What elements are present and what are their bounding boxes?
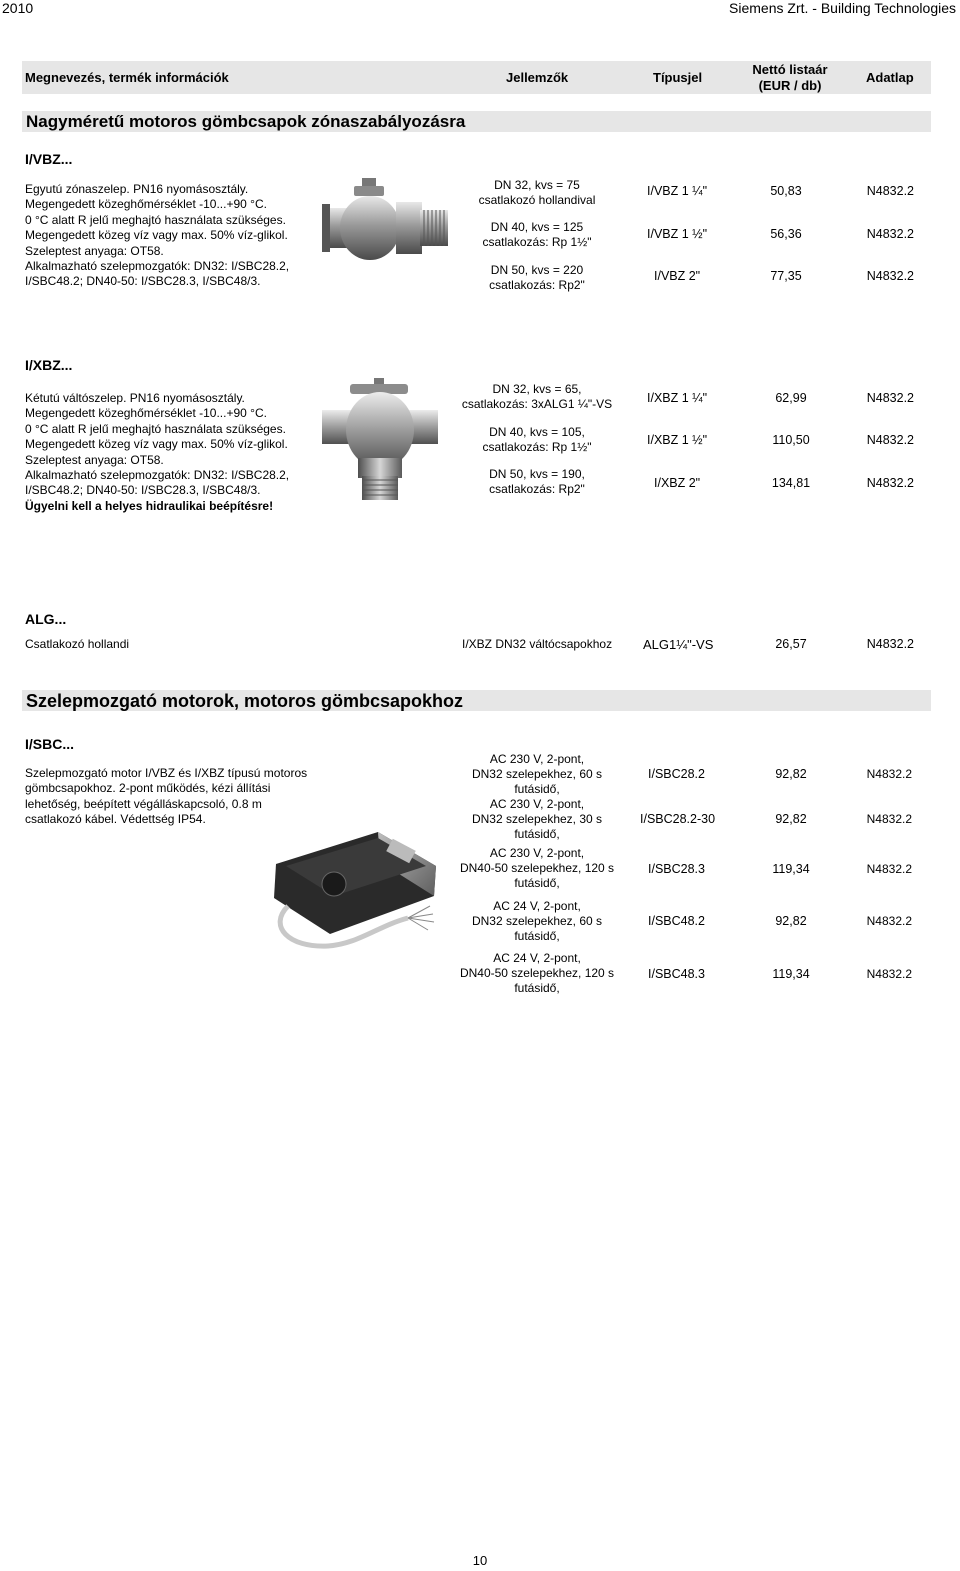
col-price-header-1: Nettó listaár: [752, 62, 828, 77]
product-description: [25, 391, 289, 514]
datasheet-link[interactable]: N4832.2: [866, 476, 914, 490]
desc-line: Egyutú zónaszelep. PN16 nyomásosztály.: [25, 182, 249, 196]
page-number: 10: [472, 1553, 488, 1568]
type-cell: I/XBZ 1 ¼": [647, 391, 708, 405]
datasheet-link[interactable]: N4832.2: [866, 812, 912, 826]
header-year: 2010: [2, 0, 34, 16]
column-header-bar: [22, 61, 931, 94]
datasheet-link[interactable]: N4832.2: [866, 227, 914, 241]
col-features-header: Jellemzők: [506, 70, 569, 85]
datasheet-link[interactable]: N4832.2: [866, 767, 912, 781]
col-name-header: Megnevezés, termék információk: [25, 70, 229, 85]
type-cell: I/SBC48.2: [648, 914, 705, 928]
type-cell: I/VBZ 1 ¼": [647, 184, 708, 198]
col-datasheet-header: Adatlap: [866, 70, 914, 85]
section-title: Nagyméretű motoros gömbcsapok zónaszabályozásra: [26, 112, 466, 131]
desc-line: I/SBC48.2; DN40-50: I/SBC28.3, I/SBC48/3.: [25, 274, 261, 289]
product-group-title: I/XBZ...: [25, 357, 73, 373]
datasheet-link[interactable]: N4832.2: [866, 391, 914, 405]
price-cell: 110,50: [772, 433, 810, 447]
section-title-bar: [22, 690, 931, 711]
desc-line: Alkalmazható szelepmozgatók: DN32: I/SBC28.2,: [25, 468, 290, 483]
alg-spec: I/XBZ DN32 váltócsapokhoz: [462, 637, 613, 651]
type-cell: I/SBC28.3: [648, 862, 705, 876]
spec-cell: AC 230 V, 2-pont, DN32 szelepekhez, 30 s futásidő,: [471, 797, 603, 841]
section-title: Szelepmozgató motorok, motoros gömbcsapokhoz: [26, 691, 464, 711]
col-type-header: Típusjel: [653, 70, 703, 85]
desc-line: Kétutú váltószelep. PN16 nyomásosztály.: [25, 391, 245, 405]
spec-cell: DN 40, kvs = 125 csatlakozás: Rp 1½": [482, 220, 592, 249]
datasheet-link[interactable]: N4832.2: [866, 914, 912, 928]
spec-cell: DN 50, kvs = 190, csatlakozás: Rp2": [489, 467, 585, 496]
price-cell: 119,34: [772, 967, 810, 981]
desc-line: 0 °C alatt R jelű meghajtó használata szükséges.: [25, 212, 286, 227]
product-description: [25, 182, 289, 290]
desc-line: I/SBC48.2; DN40-50: I/SBC28.3, I/SBC48/3.: [25, 483, 261, 498]
spec-cell: AC 230 V, 2-pont, DN32 szelepekhez, 60 s futásidő,: [471, 752, 603, 796]
spec-cell: DN 40, kvs = 105, csatlakozás: Rp 1½": [482, 425, 592, 454]
price-cell: 26,57: [775, 637, 807, 651]
desc-line: Szelepmozgató motor I/VBZ és I/XBZ típusú motoros: [25, 766, 308, 780]
product-description: [25, 766, 307, 828]
product-group-title: I/SBC...: [25, 736, 75, 752]
price-cell: 119,34: [772, 862, 810, 876]
price-cell: 92,82: [775, 812, 807, 826]
desc-line: Megengedett közeg víz vagy max. 50% víz-glikol.: [25, 437, 288, 452]
spec-cell: AC 24 V, 2-pont, DN40-50 szelepekhez, 120 s futásidő,: [459, 951, 615, 995]
type-cell: ALG1¼"-VS: [643, 637, 714, 652]
type-cell: I/SBC48.3: [648, 967, 705, 981]
price-cell: 77,35: [770, 269, 802, 283]
product-group-title: ALG...: [25, 611, 67, 627]
type-cell: I/XBZ 1 ½": [647, 433, 708, 447]
price-cell: 134,81: [771, 476, 811, 490]
desc-line: csatlakozó kábel. Védettség IP54.: [25, 812, 206, 827]
spec-cell: DN 50, kvs = 220 csatlakozás: Rp2": [489, 263, 585, 292]
price-cell: 56,36: [770, 227, 802, 241]
spec-cell: DN 32, kvs = 75 csatlakozó hollandival: [478, 178, 596, 207]
product-group-title: I/VBZ...: [25, 151, 73, 167]
section-title-bar: [22, 111, 931, 132]
type-cell: I/SBC28.2: [648, 767, 705, 781]
datasheet-link[interactable]: N4832.2: [866, 433, 914, 447]
desc-line: gömbcsapokhoz. 2-pont működés, kézi állítási: [25, 781, 271, 796]
alg-name: Csatlakozó hollandi: [25, 637, 130, 651]
type-cell: I/VBZ 2": [654, 269, 701, 283]
three-way-valve-image: [320, 378, 440, 503]
desc-line: 0 °C alatt R jelű meghajtó használata szükséges.: [25, 421, 286, 436]
spec-cell: AC 230 V, 2-pont, DN40-50 szelepekhez, 120 s futásidő,: [459, 846, 615, 890]
type-cell: I/VBZ 1 ½": [647, 227, 708, 241]
spec-cell: AC 24 V, 2-pont, DN32 szelepekhez, 60 s futásidő,: [471, 899, 603, 943]
price-cell: 62,99: [775, 391, 807, 405]
datasheet-link[interactable]: N4832.2: [866, 269, 914, 283]
desc-line: Megengedett közeghőmérséklet -10...+90 °C.: [25, 197, 267, 212]
type-cell: I/SBC28.2-30: [640, 812, 716, 826]
spec-cell: DN 32, kvs = 65, csatlakozás: 3xALG1 ¼"-VS: [461, 382, 613, 411]
desc-line: lehetőség, beépített végálláskapcsoló, 0.8 m: [25, 796, 262, 811]
desc-line: Szeleptest anyaga: OT58.: [25, 452, 164, 467]
desc-line: Szeleptest anyaga: OT58.: [25, 243, 164, 258]
ball-valve-image: [318, 178, 452, 268]
datasheet-link[interactable]: N4832.2: [866, 862, 912, 876]
desc-line: Alkalmazható szelepmozgatók: DN32: I/SBC28.2,: [25, 259, 290, 274]
price-cell: 50,83: [770, 184, 802, 198]
desc-line: Megengedett közeghőmérséklet -10...+90 °C.: [25, 406, 267, 421]
type-cell: I/XBZ 2": [654, 476, 701, 490]
price-cell: 92,82: [775, 767, 807, 781]
datasheet-link[interactable]: N4832.2: [866, 184, 914, 198]
price-cell: 92,82: [775, 914, 807, 928]
install-warning: Ügyelni kell a helyes hidraulikai beépítésre!: [25, 498, 274, 513]
col-price-header-2: (EUR / db): [758, 78, 822, 93]
datasheet-link[interactable]: N4832.2: [866, 637, 914, 651]
datasheet-link[interactable]: N4832.2: [866, 967, 912, 981]
desc-line: Megengedett közeg víz vagy max. 50% víz-glikol.: [25, 228, 288, 243]
actuator-image: [258, 826, 448, 966]
header-company: Siemens Zrt. - Building Technologies: [729, 0, 956, 16]
